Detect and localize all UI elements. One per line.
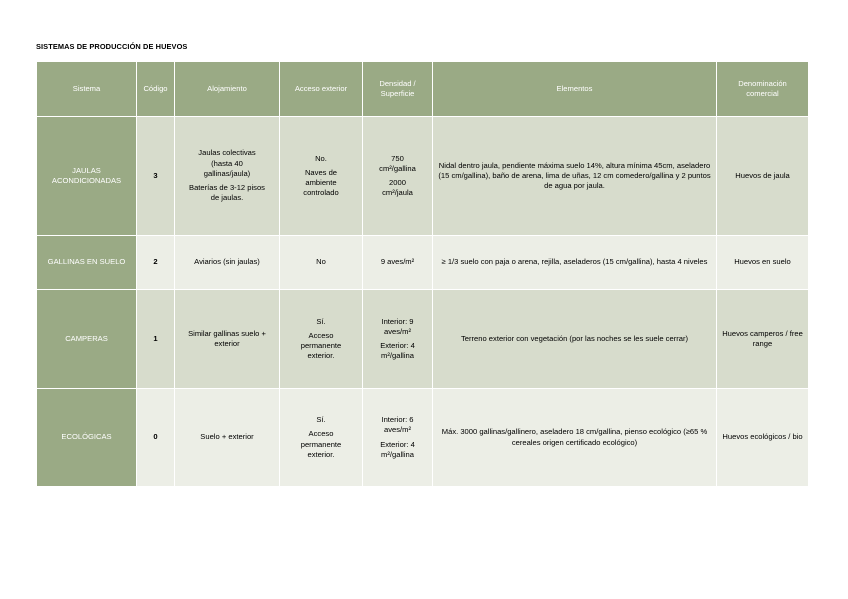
row-alojamiento: [175, 117, 280, 236]
acceso-line: Naves de: [304, 167, 338, 177]
acceso-line: exterior.: [307, 449, 335, 459]
row-alojamiento: [175, 389, 280, 487]
row-denominacion: Huevos camperos / free range: [717, 290, 809, 389]
densidad-line: 9 aves/m²: [380, 257, 415, 267]
row-denominacion: Huevos de jaula: [717, 117, 809, 236]
densidad-line: Exterior: 4: [380, 439, 415, 449]
header-alojamiento: Alojamiento: [175, 62, 280, 117]
alojamiento-line: Jaulas colectivas: [198, 148, 256, 158]
densidad-line: Interior: 6: [381, 415, 414, 424]
table-row: [37, 117, 809, 236]
row-alojamiento: [175, 236, 280, 290]
table-row: [37, 290, 809, 389]
sistema-line: CAMPERAS: [65, 333, 108, 343]
row-sistema: [37, 236, 137, 290]
row-codigo: 1: [137, 290, 175, 389]
header-sistema: Sistema: [37, 62, 137, 117]
sistema-line: JAULAS: [72, 165, 101, 175]
densidad-line: aves/m²: [383, 326, 411, 336]
row-acceso-exterior: [280, 389, 363, 487]
row-denominacion: Huevos en suelo: [717, 236, 809, 290]
row-elementos: Terreno exterior con vegetación (por las noches se les suele cerrar): [433, 290, 717, 389]
header-acceso-exterior: Acceso exterior: [280, 62, 363, 117]
row-acceso-exterior: [280, 290, 363, 389]
densidad-line: 2000: [389, 178, 406, 187]
acceso-line: permanente: [300, 439, 342, 449]
row-alojamiento: [175, 290, 280, 389]
alojamiento-line: (hasta 40: [211, 158, 243, 168]
row-sistema: [37, 117, 137, 236]
acceso-line: controlado: [303, 188, 339, 198]
row-sistema: [37, 389, 137, 487]
sistema-line: GALLINAS EN SUELO: [47, 257, 126, 267]
row-elementos: Máx. 3000 gallinas/gallinero, aseladero 18 cm/gallina, pienso ecológico (≥65 % cereales origen certificado ecológico): [433, 389, 717, 487]
header-denominacion-line: comercial: [746, 89, 779, 98]
header-densidad-line: Superficie: [380, 89, 415, 98]
alojamiento-line: Aviarios (sin jaulas): [194, 257, 260, 267]
header-densidad: [363, 62, 433, 117]
densidad-line: m²/gallina: [381, 351, 414, 361]
document-title: SISTEMAS DE PRODUCCIÓN DE HUEVOS: [36, 42, 188, 51]
table-row: [37, 389, 809, 487]
acceso-line: No.: [315, 153, 327, 163]
densidad-line: Interior: 9: [381, 316, 414, 326]
alojamiento-line: Similar gallinas suelo +: [188, 328, 266, 338]
header-elementos: Elementos: [433, 62, 717, 117]
row-densidad: [363, 389, 433, 487]
acceso-line: Sí.: [316, 415, 326, 424]
production-systems-table: [36, 61, 809, 487]
sistema-line: ECOLÓGICAS: [61, 432, 112, 442]
header-codigo: Código: [137, 62, 175, 117]
row-elementos: Nidal dentro jaula, pendiente máxima suelo 14%, altura mínima 45cm, aseladero (15 cm/gallina), baño de arena, lima de uñas, 12 cm comedero/gallina y 2 puntos de agua por jaula.: [433, 117, 717, 236]
header-densidad-line: Densidad /: [379, 78, 416, 88]
row-densidad: [363, 117, 433, 236]
alojamiento-line: de jaulas.: [210, 193, 244, 203]
row-acceso-exterior: [280, 236, 363, 290]
acceso-line: permanente: [300, 341, 342, 350]
acceso-line: exterior.: [307, 351, 335, 361]
row-densidad: [363, 290, 433, 389]
densidad-line: Exterior: 4: [380, 341, 415, 350]
table-header-row: [37, 62, 809, 117]
alojamiento-line: gallinas/jaula): [203, 168, 251, 178]
acceso-line: Acceso: [308, 429, 334, 439]
row-denominacion: Huevos ecológicos / bio: [717, 389, 809, 487]
row-acceso-exterior: [280, 117, 363, 236]
row-elementos: ≥ 1/3 suelo con paja o arena, rejilla, aseladeros (15 cm/gallina), hasta 4 niveles: [433, 236, 717, 290]
alojamiento-line: exterior: [214, 339, 240, 348]
acceso-line: Acceso: [308, 330, 334, 340]
densidad-line: cm²/gallina: [379, 163, 416, 173]
row-codigo: 3: [137, 117, 175, 236]
acceso-line: ambiente: [305, 178, 337, 187]
row-codigo: 0: [137, 389, 175, 487]
row-codigo: 2: [137, 236, 175, 290]
alojamiento-line: Suelo + exterior: [200, 432, 254, 442]
densidad-line: aves/m²: [383, 425, 411, 435]
header-denominacion: [717, 62, 809, 117]
row-sistema: [37, 290, 137, 389]
table-row: [37, 236, 809, 290]
alojamiento-line: Baterías de 3-12 pisos: [189, 183, 265, 193]
densidad-line: 750: [391, 153, 404, 163]
row-densidad: [363, 236, 433, 290]
densidad-line: m²/gallina: [381, 449, 414, 459]
header-denominacion-line: Denominación: [738, 78, 787, 88]
acceso-line: No: [316, 257, 326, 267]
acceso-line: Sí.: [316, 316, 326, 326]
sistema-line: ACONDICIONADAS: [51, 176, 122, 185]
densidad-line: cm²/jaula: [382, 188, 413, 198]
